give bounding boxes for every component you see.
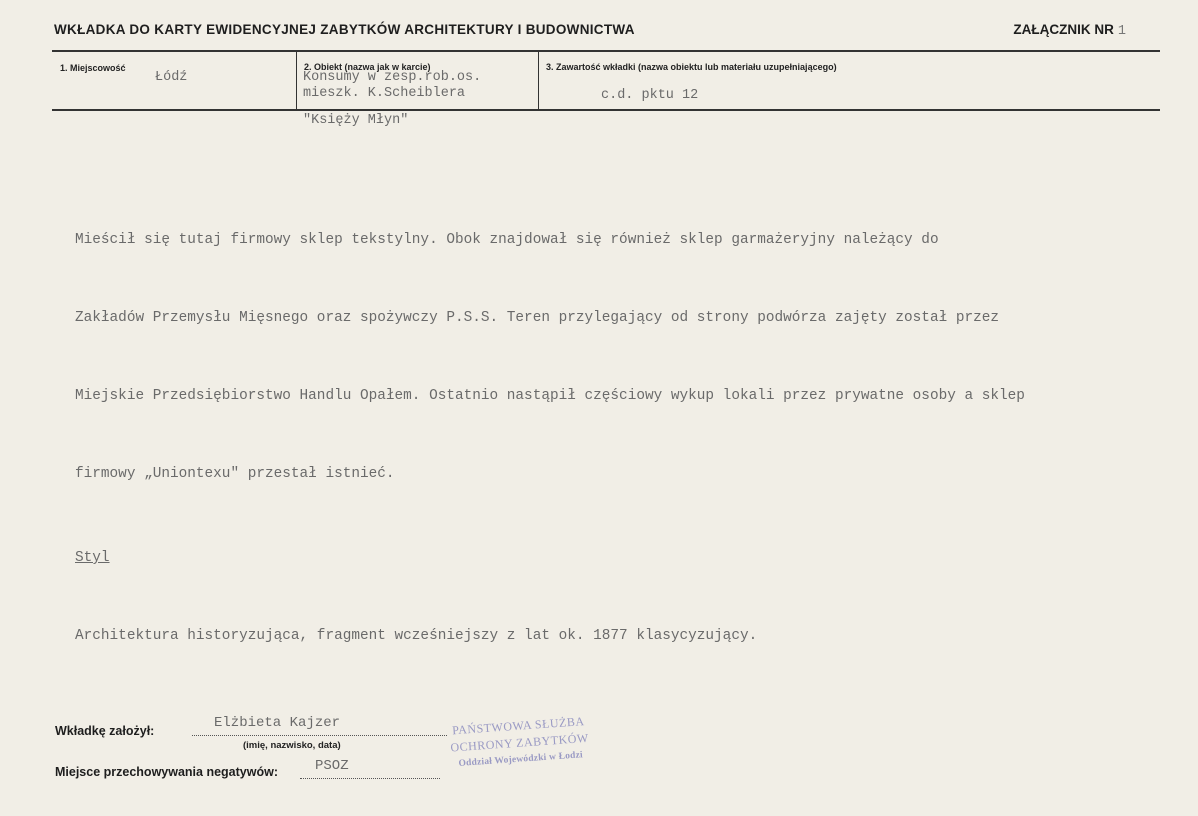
- header-rule: [52, 50, 1160, 52]
- fields-bottom-rule: [52, 109, 1160, 111]
- author-hint: (imię, nazwisko, data): [243, 740, 341, 751]
- stamp-line-2: OCHRONY ZABYTKÓW: [449, 730, 590, 755]
- body-text: [75, 175, 1175, 675]
- body-line-4: firmowy „Uniontexu" przestał istnieć.: [75, 466, 395, 482]
- form-title: WKŁADKA DO KARTY EWIDENCYJNEJ ZABYTKÓW ARCHITEKTURY I BUDOWNICTWA: [54, 22, 635, 37]
- negatives-dotted-line: [300, 778, 440, 779]
- stamp-line-3: Oddział Wojewódzki w Łodzi: [458, 750, 584, 769]
- style-text: Architektura historyzująca, fragment wcześniejszy z lat ok. 1877 klasycyzujący.: [75, 628, 758, 644]
- content-label: 3. Zawartość wkładki (nazwa obiektu lub materiału uzupełniającego): [546, 62, 837, 72]
- stamp-line-1: PAŃSTWOWA SŁUŻBA: [451, 714, 585, 738]
- place-label: 1. Miejscowość: [60, 63, 126, 73]
- place-value: Łódź: [155, 70, 188, 85]
- author-value: Elżbieta Kajzer: [214, 715, 341, 731]
- body-line-1: Mieścił się tutaj firmowy sklep tekstylny. Obok znajdował się również sklep garmażeryjny należący do: [75, 232, 939, 248]
- style-heading: Styl: [75, 550, 110, 566]
- annex-number: 1: [1117, 24, 1126, 39]
- body-line-2: Zakładów Przemysłu Mięsnego oraz spożywczy P.S.S. Teren przylegający od strony podwórza zajęty został przez: [75, 310, 1000, 326]
- object-line-3: "Księży Młyn": [303, 113, 409, 128]
- annex-label-text: ZAŁĄCZNIK NR: [1013, 22, 1114, 37]
- object-line-1: Konsumy w zesp.rob.os.: [303, 70, 482, 85]
- field-divider-2: [538, 51, 539, 109]
- field-divider-1: [296, 51, 297, 109]
- object-line-2: mieszk. K.Scheiblera: [303, 86, 466, 101]
- negatives-value: PSOZ: [315, 758, 349, 774]
- negatives-label: Miejsce przechowywania negatywów:: [55, 765, 278, 779]
- object-label: 2. Obiekt (nazwa jak w karcie): [304, 62, 431, 72]
- author-label: Wkładkę założył:: [55, 724, 155, 738]
- institution-stamp: [428, 711, 611, 774]
- content-value: c.d. pktu 12: [601, 88, 699, 103]
- annex-label: [1013, 22, 1126, 39]
- author-dotted-line: [192, 735, 447, 736]
- body-line-3: Miejskie Przedsiębiorstwo Handlu Opałem. Ostatnio nastąpił częściowy wykup lokali przez prywatne osoby a sklep: [75, 388, 1025, 404]
